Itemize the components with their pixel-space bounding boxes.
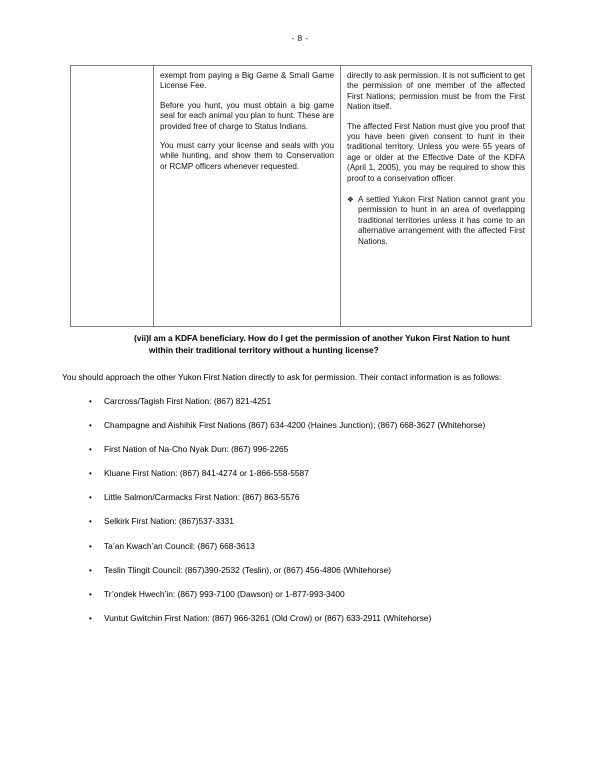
bullet-icon: •: [89, 397, 92, 406]
list-item: [62, 516, 534, 528]
list-item: [62, 396, 534, 408]
floret-bullet-text: A settled Yukon First Nation cannot grant you permission to hunt in an area of overlapping traditional territories unless it has come to an alternative arrangement with the affected First Nations.: [358, 195, 525, 246]
list-item: [62, 589, 534, 601]
bullet-icon: •: [89, 421, 92, 431]
table-cell-left-empty: [71, 66, 154, 327]
contact-text: Little Salmon/Carmacks First Nation: (867) 863-5576: [104, 492, 300, 503]
question-number: (vii): [134, 333, 149, 343]
contact-text: Vuntut Gwitchin First Nation: (867) 966-3261 (Old Crow) or (867) 633-2911 (Whitehorse): [104, 612, 432, 623]
right-cell-content: [341, 66, 531, 254]
contact-text: Carcross/Tagish First Nation: (867) 821-4251: [104, 396, 272, 406]
contact-text: Ta’an Kwach’an Council: (867) 668-3613: [104, 540, 255, 551]
contact-text: Kluane First Nation: (867) 841-4274 or 1-866-558-5587: [104, 468, 309, 479]
middle-paragraph-3: You must carry your license and seals with you while hunting, and show them to Conservation or RCMP officers whenever requested.: [160, 141, 334, 171]
floret-bullet-item: [347, 195, 525, 247]
contact-text: First Nation of Na-Cho Nyak Dun: (867) 996-2265: [104, 444, 289, 455]
bullet-icon: •: [89, 589, 92, 599]
question-text: I am a KDFA beneficiary. How do I get the permission of another Yukon First Nation to hunt within their traditional territory without a hunting license?: [148, 333, 510, 355]
list-item: [62, 613, 534, 625]
table-cell-middle: [154, 66, 341, 327]
qa-table: [70, 65, 532, 327]
bullet-icon: •: [89, 493, 92, 503]
bullet-icon: •: [89, 445, 92, 455]
list-item: [62, 565, 534, 577]
middle-paragraph-2: Before you hunt, you must obtain a big game seal for each animal you plan to hunt. These are provided free of charge to Status Indians.: [160, 100, 334, 131]
contact-text: Selkirk First Nation: (867)537-3331: [104, 516, 234, 527]
contact-text: Tr’ondek Hwech’in: (867) 993-7100 (Dawson) or 1-877-993-3400: [104, 588, 345, 599]
left-cell-content: [71, 66, 153, 326]
middle-paragraph-1: exempt from paying a Big Game & Small Game License Fee.: [160, 71, 334, 91]
bullet-icon: •: [89, 517, 92, 527]
bullet-icon: •: [89, 565, 92, 575]
right-paragraph-2: The affected First Nation must give you proof that you have been given consent to hunt in their traditional territory. Unless you were 55 years of age or older at the Effective Date of the KDFA (April 1, 2005), you may be required to show this proof to a conservation officer.: [347, 121, 525, 183]
intro-paragraph: You should approach the other Yukon First Nation directly to ask for permission. Their contact information is as follows:: [62, 372, 502, 382]
middle-cell-content: [154, 66, 340, 179]
contact-text: Champagne and Aishihik First Nations (867) 634-4200 (Haines Junction); (867) 668-3627 (Whitehorse): [104, 420, 486, 431]
question-heading: [70, 333, 530, 356]
list-item: [62, 444, 534, 456]
page-number: - 8 -: [291, 33, 309, 43]
contact-text: Teslin Tlingit Council: (867)390-2532 (Teslin), or (867) 456-4806 (Whitehorse): [104, 564, 392, 575]
bullet-icon: •: [89, 469, 92, 479]
bullet-icon: •: [89, 613, 92, 623]
list-item: [62, 420, 534, 432]
list-item: [62, 492, 534, 504]
right-paragraph-1: directly to ask permission. It is not sufficient to get the permission of one member of the affected First Nations; permission must be from the First Nation itself.: [347, 71, 525, 112]
bullet-icon: •: [89, 541, 92, 551]
table-row: [71, 66, 532, 327]
list-item: [62, 468, 534, 480]
table-cell-right: [341, 66, 532, 327]
contact-list: [62, 396, 534, 637]
list-item: [62, 541, 534, 553]
floret-bullet-icon: ❖: [347, 195, 354, 205]
